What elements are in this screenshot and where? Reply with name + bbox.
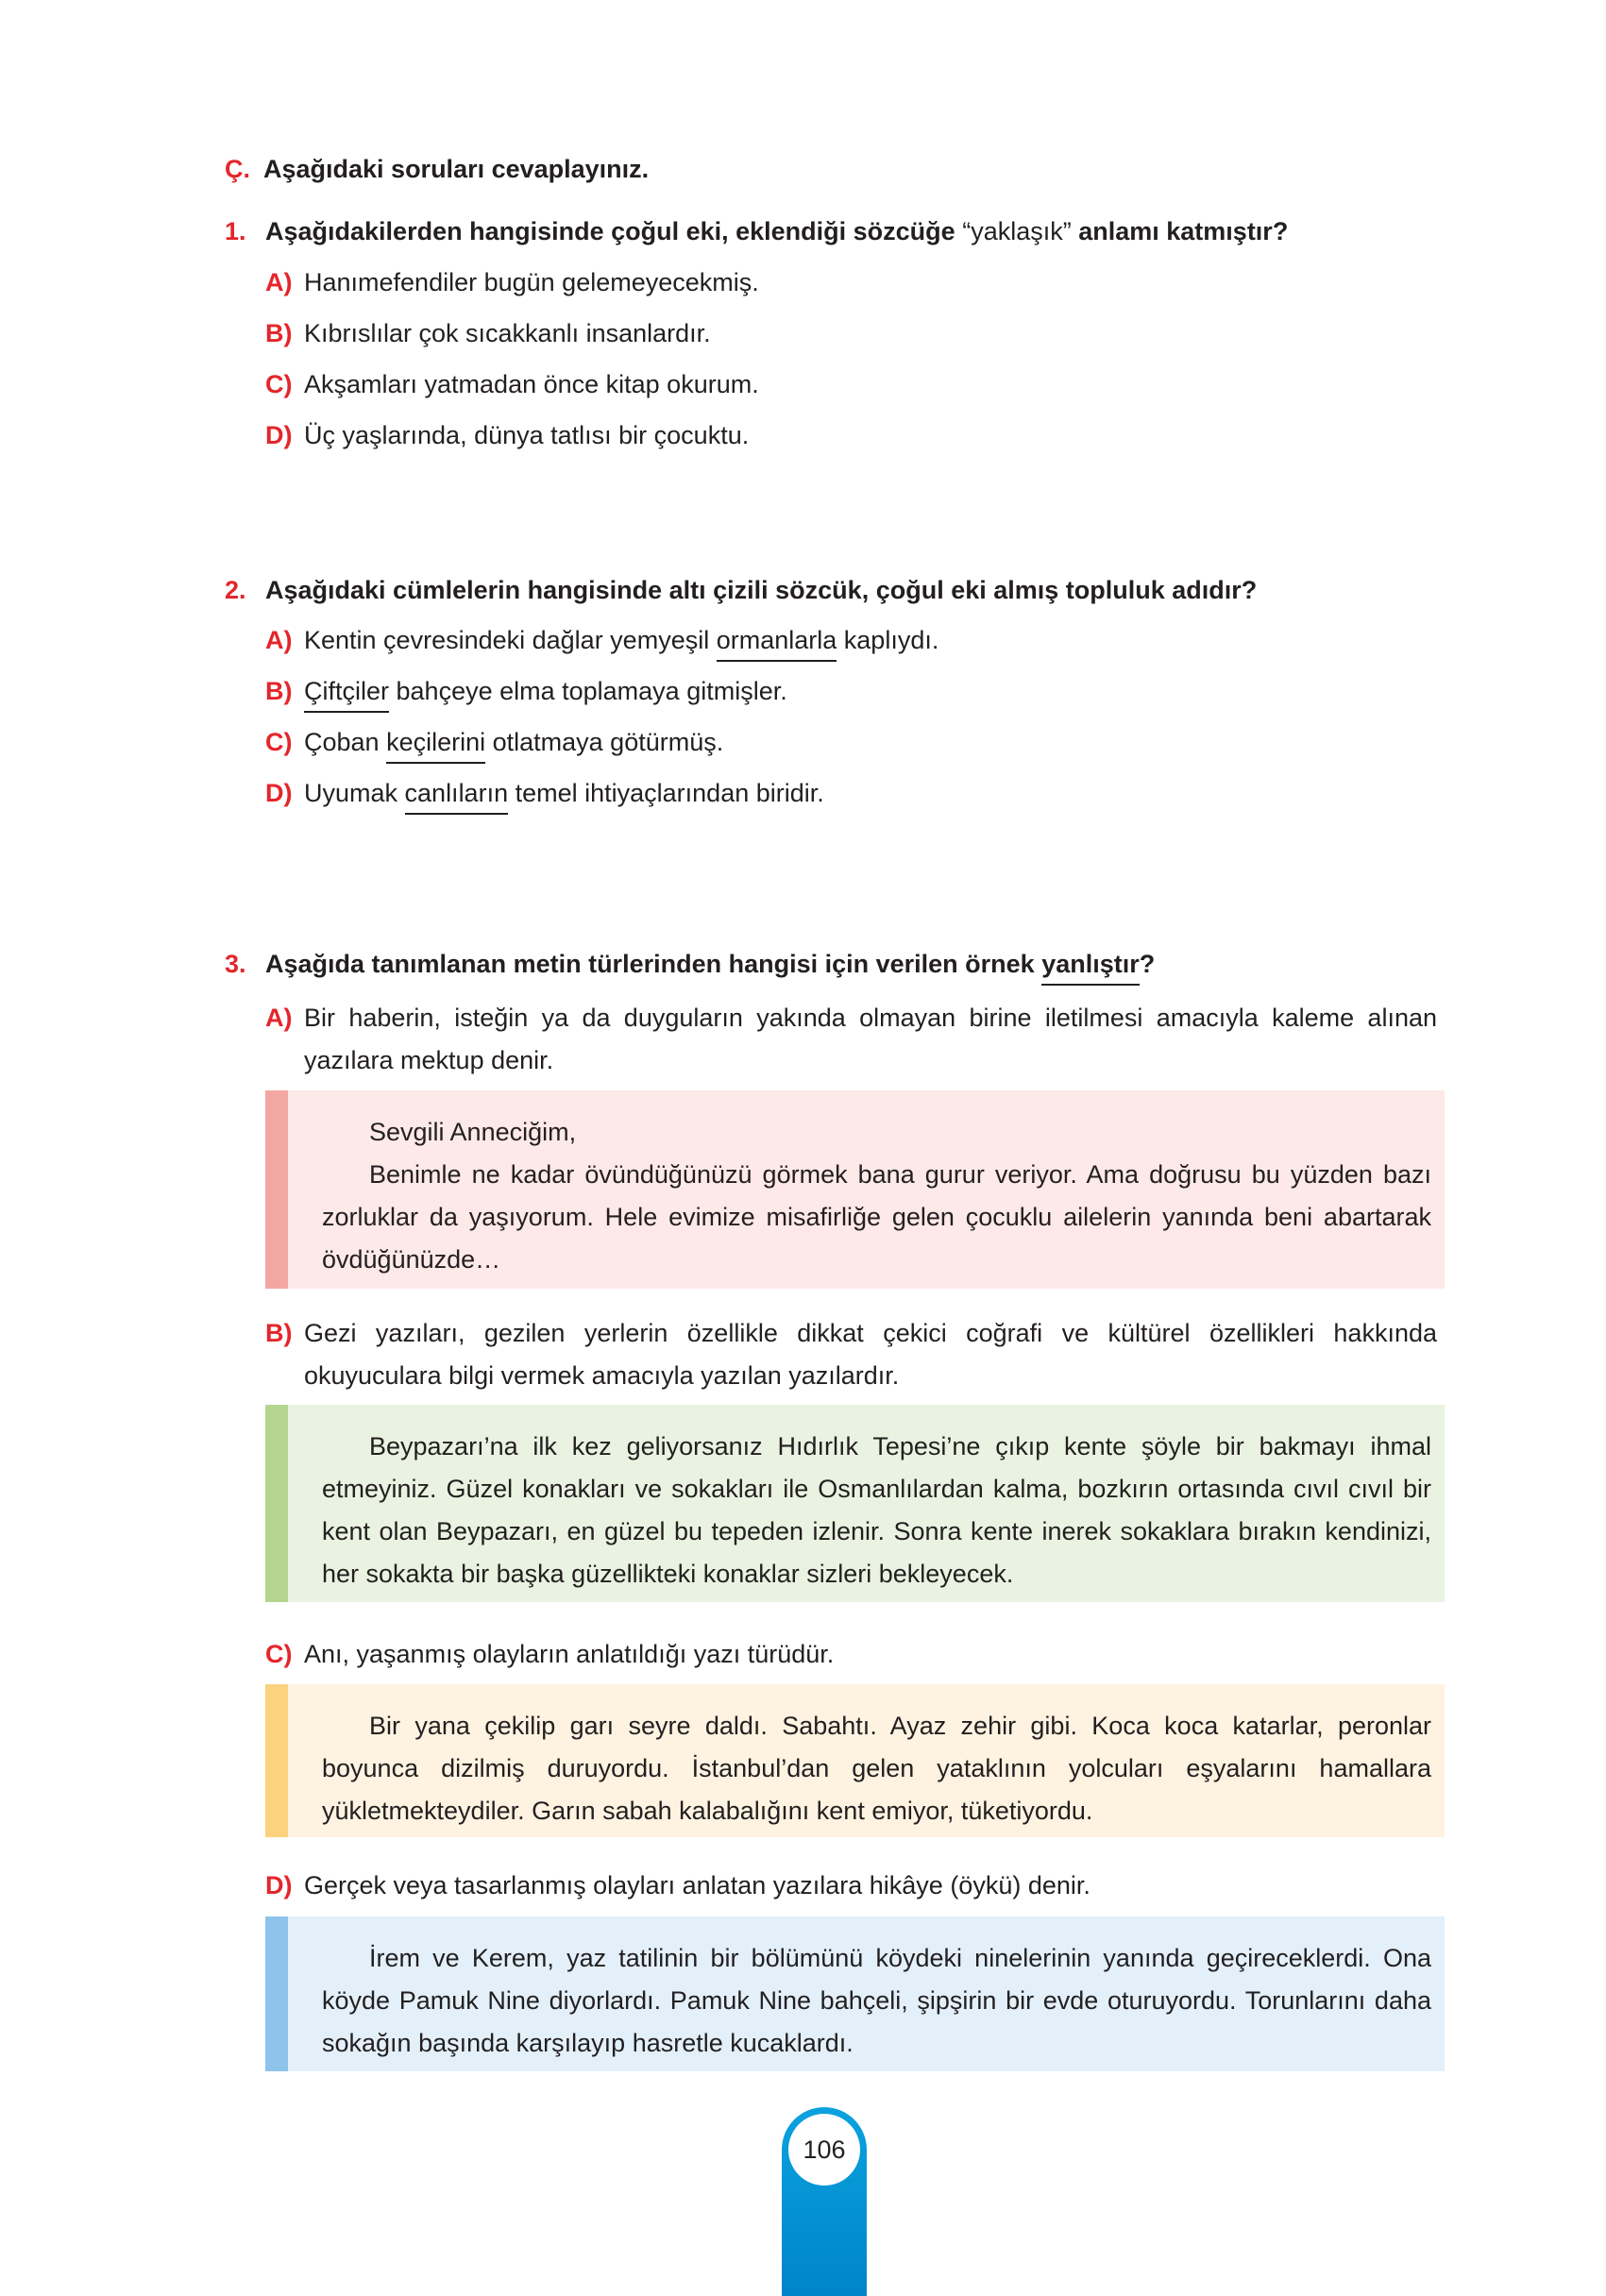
section-title-text: Aşağıdaki soruları cevaplayınız. (263, 155, 650, 183)
q1-option-c[interactable] (265, 363, 1445, 406)
option-letter: C) (265, 728, 293, 756)
option-text: Gerçek veya tasarlanmış olayları anlatan yazılara hikâye (öykü) denir. (304, 1871, 1090, 1899)
option-text: kaplıydı. (837, 626, 939, 654)
underlined-word: keçilerini (386, 728, 485, 764)
option-letter: A) (265, 268, 293, 296)
option-text: Anı, yaşanmış olayların anlatıldığı yazı türüdür. (304, 1640, 835, 1668)
option-letter: B) (265, 1319, 293, 1347)
question-2 (225, 576, 1257, 605)
question-1 (225, 217, 1288, 246)
option-text: Kıbrıslılar çok sıcakkanlı insanlardır. (304, 319, 711, 347)
example-text: İrem ve Kerem, yaz tatilinin bir bölümünü köydeki ninelerinin yanında geçireceklerdi. Ona köyde Pamuk Nine diyorlardı. Pamuk Nine bahçeli, şipşirin bir evde oturuyordu. Torunlarını daha sokağın başında karşılayıp hasretle kucaklardı. (322, 1944, 1431, 2057)
option-text: otlatmaya götürmüş. (485, 728, 724, 756)
q1-option-b[interactable] (265, 312, 1445, 355)
question-number: 2. (225, 576, 246, 604)
option-text: Gezi yazıları, gezilen yerlerin özellikle dikkat çekici coğrafi ve kültürel özellikleri hakkında okuyuculara bilgi vermek amacıyla yazılan yazılardır. (304, 1319, 1437, 1390)
option-letter: C) (265, 1640, 293, 1668)
option-text: Akşamları yatmadan önce kitap okurum. (304, 370, 759, 398)
option-letter: C) (265, 370, 293, 398)
q1-option-a[interactable] (265, 262, 1445, 304)
example-text: Benimle ne kadar övündüğünüzü görmek bana gurur veriyor. Ama doğrusu bu yüzden bazı zorluklar da yaşıyorum. Hele evimize misafirliğe gelen çocuklu ailelerin yanında beni abartarak övdüğünüzde… (322, 1160, 1431, 1274)
underlined-word: canlıların (405, 779, 509, 815)
example-box-memoir (265, 1684, 1445, 1837)
q2-option-c[interactable] (265, 721, 1445, 764)
question-quote: “yaklaşık” (962, 217, 1072, 245)
question-number: 3. (225, 950, 246, 978)
underlined-word: Çiftçiler (304, 677, 389, 713)
underlined-word: yanlıştır (1041, 950, 1140, 986)
example-greeting: Sevgili Anneciğim, (369, 1118, 577, 1146)
section-title (225, 155, 649, 184)
example-text: Beypazarı’na ilk kez geliyorsanız Hıdırlık Tepesi’ne çıkıp kente şöyle bir bakmayı ihmal etmeyiniz. Güzel konakları ve sokakları ile Osmanlılardan kalma, bozkırın ortasında cıvıl cıvıl bir kent olan Beypazarı, en güzel bu tepeden izlenir. Sonra kente inerek sokaklara bırakın kendinizi, her sokakta bir başka güzellikteki konaklar sizleri bekleyecek. (322, 1432, 1431, 1588)
example-box-travel (265, 1405, 1445, 1602)
underlined-word: ormanlarla (717, 626, 837, 662)
option-text: bahçeye elma toplamaya gitmişler. (389, 677, 787, 705)
q3-option-c[interactable] (265, 1633, 1445, 1676)
question-number: 1. (225, 217, 246, 245)
option-text: Hanımefendiler bugün gelemeyecekmiş. (304, 268, 759, 296)
q3-option-b[interactable] (265, 1312, 1445, 1397)
q3-option-a[interactable] (265, 997, 1445, 1082)
question-mark: ? (1139, 950, 1156, 978)
option-letter: A) (265, 626, 293, 654)
option-letter: D) (265, 421, 293, 449)
q2-option-a[interactable] (265, 619, 1445, 662)
option-text: temel ihtiyaçlarından biridir. (508, 779, 824, 807)
option-letter: D) (265, 1871, 293, 1899)
question-text: Aşağıdakilerden hangisinde çoğul eki, eklendiği sözcüğe (265, 217, 955, 245)
option-letter: B) (265, 677, 293, 705)
q3-option-d[interactable] (265, 1865, 1445, 1907)
option-letter: A) (265, 1004, 293, 1032)
section-mark: Ç. (225, 155, 250, 183)
option-letter: B) (265, 319, 293, 347)
example-box-letter (265, 1090, 1445, 1289)
option-text: Uyumak (304, 779, 405, 807)
question-text: Aşağıdaki cümlelerin hangisinde altı çizili sözcük, çoğul eki almış topluluk adıdır? (265, 576, 1258, 604)
question-3 (225, 950, 1155, 979)
option-text: Bir haberin, isteğin ya da duyguların yakında olmayan birine iletilmesi amacıyla kaleme alınan yazılara mektup denir. (304, 1004, 1437, 1074)
question-text-end: anlamı katmıştır? (1078, 217, 1289, 245)
option-text: Çoban (304, 728, 387, 756)
option-text: Kentin çevresindeki dağlar yemyeşil (304, 626, 717, 654)
option-letter: D) (265, 779, 293, 807)
example-text: Bir yana çekilip garı seyre daldı. Sabahtı. Ayaz zehir gibi. Koca koca katarlar, peronlar boyunca dizilmiş duruyordu. İstanbul’dan gelen yataklının yolcuları eşyalarını hamallara yükletmekteydiler. Garın sabah kalabalığını kent emiyor, tüketiyordu. (322, 1712, 1431, 1825)
q2-option-b[interactable] (265, 670, 1445, 713)
example-box-story (265, 1916, 1445, 2071)
q1-option-d[interactable] (265, 414, 1445, 457)
option-text: Üç yaşlarında, dünya tatlısı bir çocuktu. (304, 421, 750, 449)
question-text: Aşağıda tanımlanan metin türlerinden hangisi için verilen örnek (265, 950, 1042, 978)
q2-option-d[interactable] (265, 772, 1445, 815)
page-number: 106 (788, 2114, 860, 2186)
